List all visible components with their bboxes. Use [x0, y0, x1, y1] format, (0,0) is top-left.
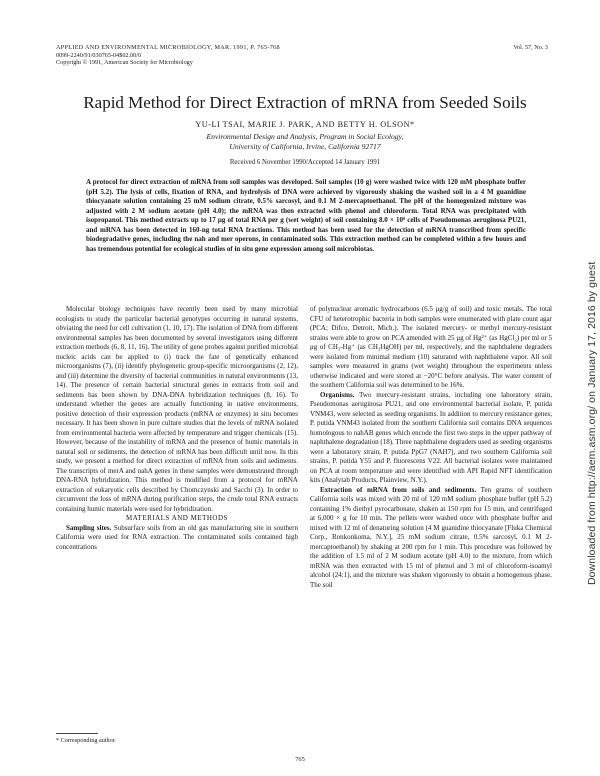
section-heading: MATERIALS AND METHODS — [126, 514, 228, 522]
corresponding-author-note: * Corresponding author. — [56, 737, 116, 744]
received-dates: Received 6 November 1990/Accepted 14 January 1991 — [229, 159, 381, 166]
run-in-heading: Organisms. — [320, 390, 355, 399]
paragraph-text: Two mercury-resistant strains, including one laboratory strain, Pseudomonas aeruginosa PU21, and one environmental bacterial isolate, P. putida VNM43, were selected as seeding organisms. In addition to mercury resistance genes, P. putida VNM43 isolated from the southern California soil contains DNA sequences homologous to nahAB genes which encode the first two steps in the upper pathway of naphthalene degradation (18). Three naphthalene degraders used as seeding organisms were a laboratory strain, P. putida PpG7 (NAH7), and two southern California soil strains, P. putida Y55 and P. fluorescens V22. All bacterial isolates were maintained on PCA at room temperature and were identified with API Rapid NFT identification kits (Analytab Products, Plainview, N.Y.). — [310, 390, 553, 484]
author-list: YU-LI TSAI, MARIE J. PARK, AND BETTY H. OLSON* — [195, 120, 415, 129]
paragraph-text: Ten grams of southern California soils was mixed with 20 ml of 120 mM sodium phosphate buffer (pH 5.2) containing 1% diethyl pyrocarbonate, shaken at 150 rpm for 15 min, and centrifuged at 6,000 × g for 10 min. The pellets were washed once with phosphate buffer and mixed with 12 ml of denaturing solution (4 M guanidine thiocyanate [Fluka Chemical Corp., Ronkonkoma, N.Y.], 25 mM sodium citrate, 0.5% sarcosyl, 0.1 M 2-mercaptoethanol) by shaking at 200 rpm for 1 min. This procedure was followed by the addition of 1.5 ml of 2 M sodium acetate (pH 4.0) to the mixture, from which mRNA was then extracted with 15 ml of phenol and 3 ml of chloroform-isoamyl alcohol (24:1), and the mixture was shaken vigorously to obtain a homogenous phase. The soil — [310, 485, 552, 589]
footnote-rule — [56, 733, 98, 734]
issn-line: 0099-2240/91/030765-04$02.00/0 — [56, 51, 142, 59]
article-title: Rapid Method for Direct Extraction of mRNA from Seeded Soils — [83, 93, 527, 112]
extraction-paragraph — [310, 486, 552, 591]
running-header — [56, 44, 280, 67]
copyright-line: Copyright © 1991, American Society for Microbiology — [56, 59, 193, 67]
run-in-heading: Sampling sites. — [66, 523, 112, 532]
introduction-paragraph: Molecular biology techniques have recently been used by many microbial ecologists to study the particular bacterial genotypes occurring in natural systems, obviating the need for cell cultivation (1, 10, 17). The isolation of DNA from different environmental samples has been documented by several investigators using different extraction methods (6, 8, 11, 16). The utility of gene probes against purified microbial nucleic acids can be applied to (i) track the fate of genetically enhanced microorganisms (7), (ii) identify phylogenetic group-specific microorganisms (2, 12), and (iii) determine the diversity of bacterial communities in natural environments (13, 14). The presence of certain bacterial structural genes in extracts from soil and sediments has been shown by DNA-DNA hybridization techniques (8, 16). To understand whether the genes are actually functioning in native environments, positive detection of their expression products (mRNA or enzymes) in situ becomes necessary. It has been shown in pure culture studies that the levels of mRNA isolated from environmental bacteria were affected by temperature and trigger chemicals (15). However, because of the instability of mRNA and the presence of humic materials in natural soil or sediments, the detection of mRNA has been difficult until now. In this study, we present a method for direct extraction of mRNA from soils and sediments. The transcripts of merA and nahA genes in these samples were demonstrated through DNA-RNA hybridization. This method is modified from a protocol for mRNA extraction of eukaryotic cells described by Chomczynski and Sacchi (3). In order to circumvent the loss of mRNA during purification steps, the crude total RNA extracts containing humic materials were used for hybridization. — [56, 305, 298, 513]
run-in-heading: Extraction of mRNA from soils and sediments. — [320, 485, 477, 494]
abstract: A protocol for direct extraction of mRNA from soil samples was developed. Soil samples (10 g) were washed twice with 120 mM phosphate buffer (pH 5.2). The lysis of cells, fixation of RNA, and hydrolysis of DNA were achieved by vigorously shaking the washed soil in a 4 M guanidine thiocyanate solution containing 25 mM sodium citrate, 0.5% sarcosyl, and 0.1 M 2-mercaptoethanol. The pH of the homogenized mixture was adjusted with 2 M sodium acetate (pH 4.0); the mRNA was then extracted with phenol and chloroform. Total RNA was precipitated with isopropanol. This method extracts up to 17 μg of total RNA per g (wet weight) of soil containing 8.0 × 10⁸ cells of Pseudomonas aeruginosa PU21, and mRNA has been detected in 160-ng total RNA fractions. This method has been used for the detection of mRNA transcribed from specific biodegradative genes, including the nah and mer operons, in contaminated soils. This extraction method can be completed within a few hours and has tremendous potential for ecological studies of in situ gene expression among soil microbiotas. — [86, 178, 526, 253]
left-column — [56, 305, 298, 552]
affiliation-line-1: Environmental Design and Analysis, Program in Social Ecology, — [206, 132, 404, 141]
affiliation — [40, 132, 570, 152]
journal-citation: APPLIED AND ENVIRONMENTAL MICROBIOLOGY, MAR. 1991, P. 765-768 — [56, 44, 280, 51]
volume-issue: Vol. 57, No. 3 — [513, 44, 548, 51]
affiliation-line-2: University of California, Irvine, California 92717 — [229, 141, 381, 151]
sampling-sites-paragraph — [56, 524, 298, 553]
organisms-paragraph — [310, 391, 552, 486]
continued-paragraph: of polynuclear aromatic hydrocarbons (6.5 μg/g of soil) and toxic metals. The total CFU of heterotrophic bacteria in both samples were enumerated with plate count agar (PCA; Difco, Detroit, Mich.). The isolated mercury- or methyl mercury-resistant strains were able to grow on PCA amended with 25 μg of Hg²⁺ (as HgCl₂) per ml or 5 μg of CH₃-Hg⁺ (as CH₃HgOH) per ml, respectively, and the naphthalene degraders were isolated from minimal medium (10) saturated with naphthalene vapor. All soil samples were measured in grams (wet weight) throughout the experiments unless otherwise indicated and were stored at −20°C before analysis. The water content of the southern California soil was determined to be 16%. — [310, 305, 552, 389]
paragraph-text: Subsurface soils from an old gas manufacturing site in southern California were used for RNA extraction. The contaminated soils contained high concentrations — [56, 523, 298, 551]
download-stamp: Downloaded from http://aem.asm.org/ on January 17, 2016 by guest — [586, 261, 598, 585]
page-number: 765 — [295, 756, 305, 763]
right-column — [310, 305, 552, 590]
footnote — [56, 733, 298, 745]
